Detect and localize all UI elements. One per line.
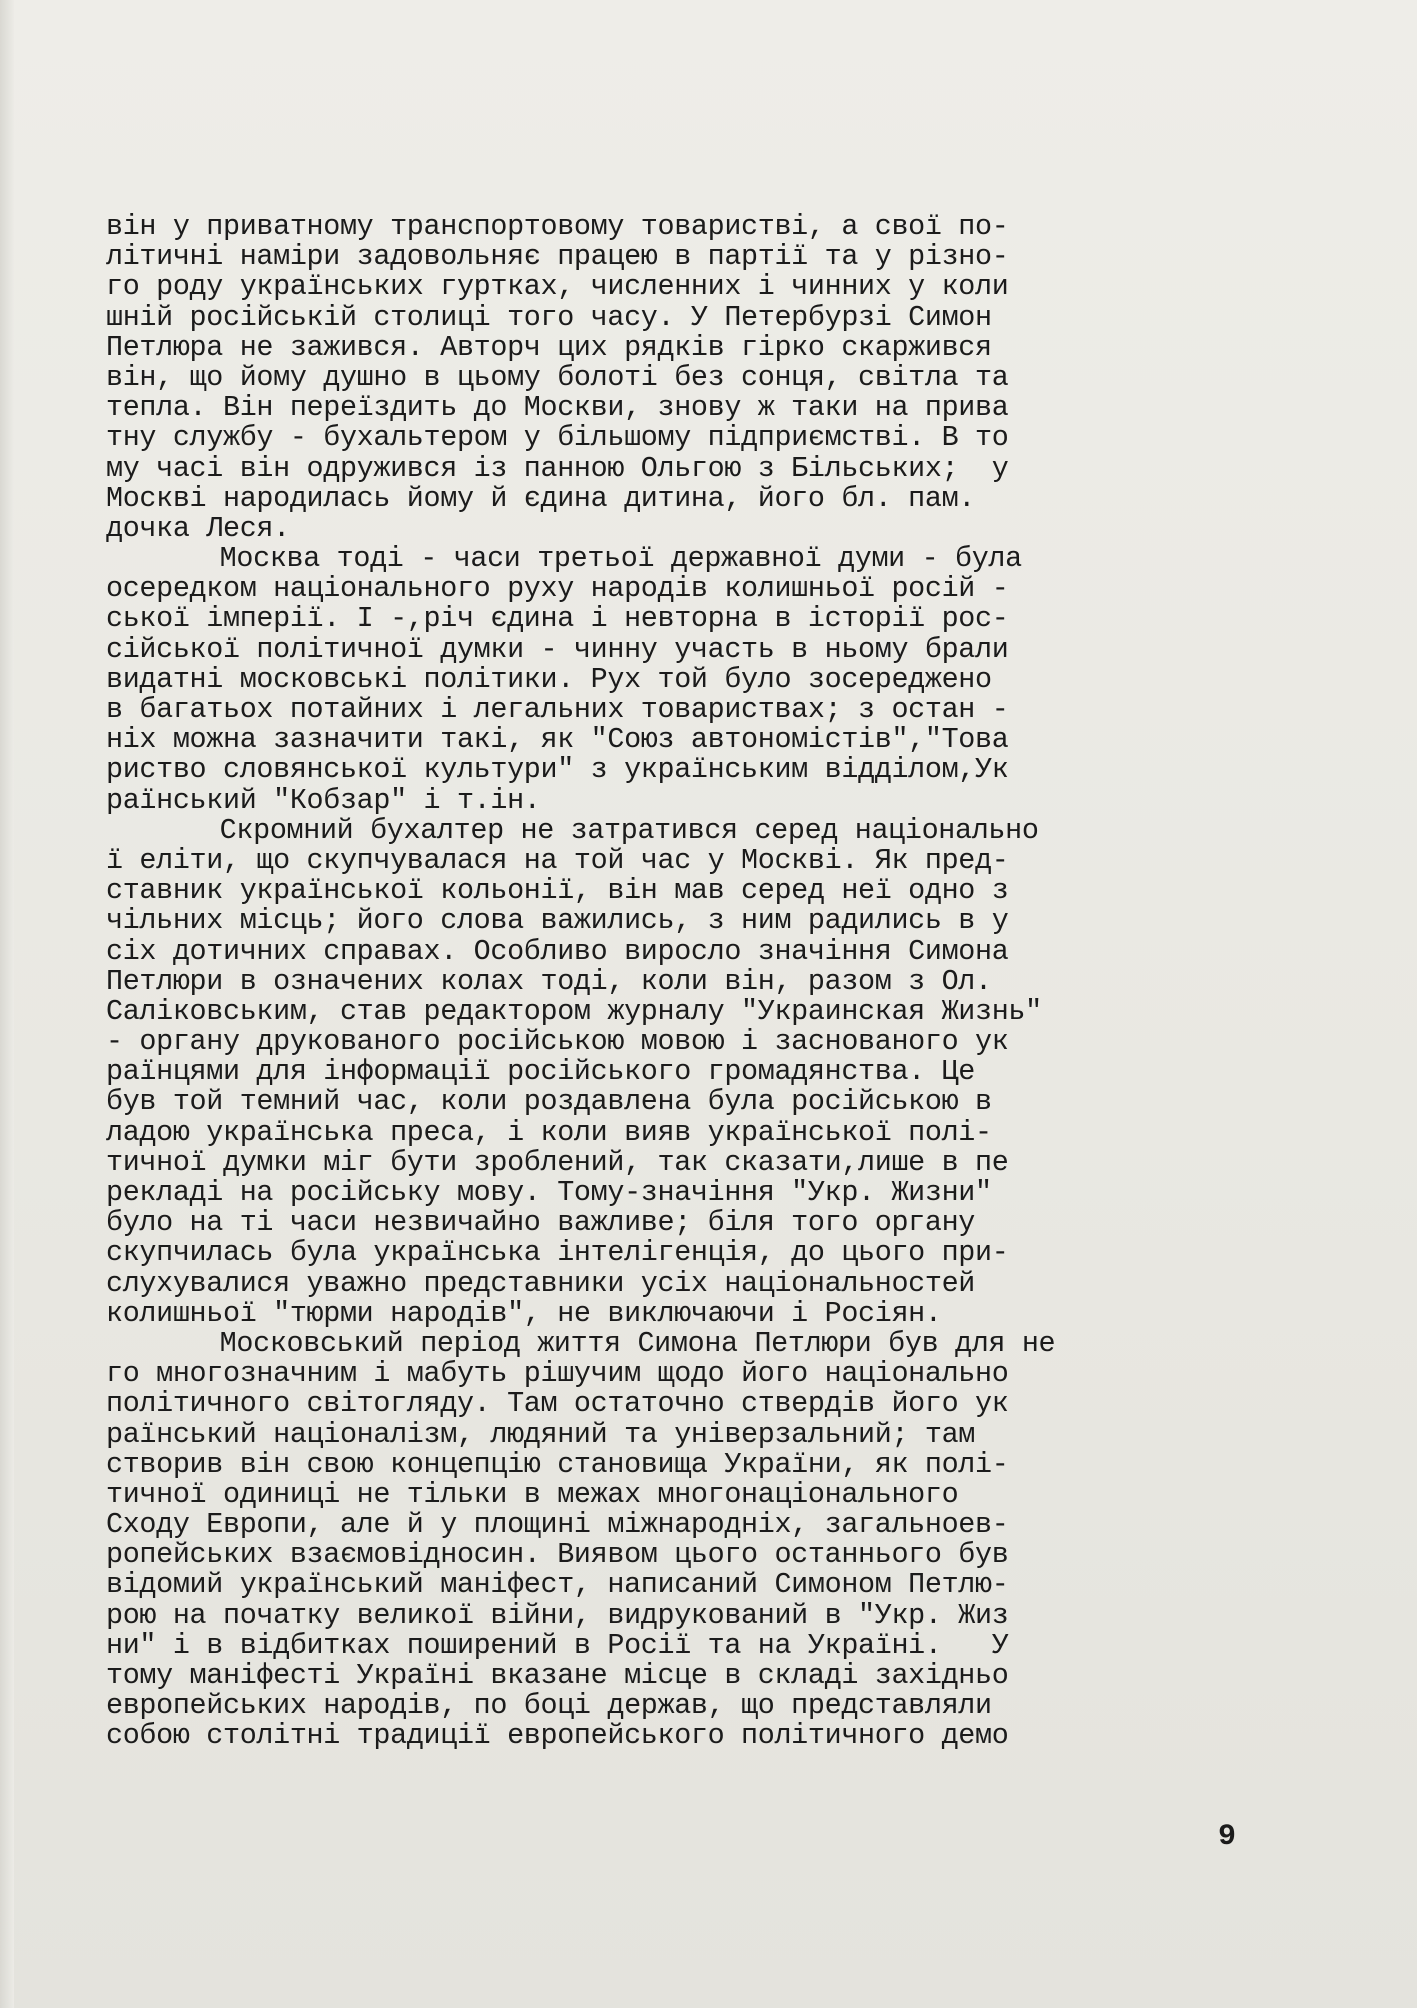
text-line: ставник української кольонії, він мав серед неї одно з <box>106 874 1009 908</box>
text-line: він у приватному транспортовому товаристві, а свої по- <box>106 210 1009 243</box>
text-line: Московський період життя Симона Петлюри був для не <box>219 1326 1056 1360</box>
paragraph <box>106 544 1256 816</box>
text-line: ни" і в відбитках поширений в Росії та на Україні. У <box>106 1628 1009 1662</box>
text-line: Сходу Европи, але й у площині міжнародніх, загальноев- <box>106 1508 1009 1542</box>
text-line: - органу друкованого російською мовою і заснованого ук <box>106 1025 1009 1059</box>
text-line: літичні наміри задовольняє працею в партії та у різно- <box>106 240 1009 274</box>
text-line: відомий український маніфест, написаний Симоном Петлю- <box>106 1568 1009 1602</box>
text-line: собою столітні традиції европейського політичного демо <box>106 1719 1009 1753</box>
text-line: колишньої "тюрми народів", не виключаючи і Росіян. <box>106 1296 942 1330</box>
text-line: ї еліти, що скупчувалася на той час у Москві. Як пред- <box>106 843 1009 877</box>
text-line: Москва тоді - часи третьої державної думи - була <box>219 542 1022 576</box>
paragraph <box>106 212 1256 544</box>
text-line: риство словянської культури" з українським відділом,Ук <box>106 753 1009 787</box>
text-line: в багатьох потайних і легальних товариствах; з остан - <box>106 693 1009 726</box>
text-line: тичної одиниці не тільки в межах многонаціонального <box>106 1477 959 1511</box>
text-line: осередком національного руху народів колишньої росій - <box>106 572 1009 606</box>
text-line: ніх можна зазначити такі, як "Союз автономістів","Това <box>106 723 1009 757</box>
text-line: тичної думки міг бути зроблений, так сказати,лише в пе <box>106 1145 1009 1179</box>
text-line: чільних місць; його слова важились, з ним радились в у <box>106 904 1009 938</box>
text-line: раїнський націоналізм, людяний та універзальний; там <box>106 1417 976 1451</box>
text-line: го роду українських гуртках, численних і чинних у коли <box>106 270 1009 304</box>
text-line: створив він свою концепцію становища України, як полі- <box>106 1447 1009 1481</box>
text-line: Саліковським, став редактором журналу "Украинская Жизнь" <box>106 994 1042 1028</box>
text-line: слухувалися уважно представники усіх національностей <box>106 1266 976 1300</box>
text-line: рекладі на російську мову. Тому-значіння "Укр. Жизни" <box>106 1176 992 1209</box>
text-line: тому маніфесті Україні вказане місце в складі західньо <box>106 1659 1009 1692</box>
text-line: го многозначним і мабуть рішучим щодо його національно <box>106 1357 1009 1391</box>
text-line: Петлюра не зажився. Авторч цих рядків гірко скаржився <box>106 330 992 364</box>
paragraph <box>106 1326 1256 1753</box>
text-line: рою на початку великої війни, видрукований в "Укр. Жиз <box>106 1598 1009 1632</box>
text-line: сіх дотичних справах. Особливо виросло значіння Симона <box>106 934 1009 968</box>
text-line: було на ті часи незвичайно важливе; біля того органу <box>106 1206 976 1240</box>
text-line: раїнцями для інформації російського громадянства. Це <box>106 1055 976 1089</box>
text-line: европейських народів, по боці держав, що представляли <box>106 1689 992 1723</box>
text-line: раїнський "Кобзар" і т.ін. <box>106 783 541 817</box>
text-line: Скромний бухалтер не затратився серед національно <box>219 813 1039 847</box>
text-line: був той темний час, коли роздавлена була російською в <box>106 1085 992 1119</box>
text-line: тепла. Він переїздить до Москви, знову ж таки на прива <box>106 391 1009 425</box>
page-edge-shadow <box>0 0 14 2008</box>
text-line: дочка Леся. <box>106 511 290 545</box>
text-line: шній російській столиці того часу. У Петербурзі Симон <box>106 300 992 334</box>
text-line: Москві народилась йому й єдина дитина, його бл. пам. <box>106 481 976 515</box>
text-line: скупчилась була українська інтелігенція, до цього при- <box>106 1236 1009 1270</box>
document-body-text <box>106 212 1256 1752</box>
text-line: ладою українська преса, і коли вияв української полі- <box>106 1115 992 1149</box>
text-line: сійської політичної думки - чинну участь в ньому брали <box>106 632 1009 666</box>
text-line: ської імперії. І -,річ єдина і невторна в історії рос- <box>106 602 1009 636</box>
text-line: тну службу - бухальтером у більшому підприємстві. В то <box>106 421 1009 455</box>
text-line: політичного світогляду. Там остаточно ствердів його ук <box>106 1387 1009 1421</box>
text-line: ропейських взаємовідносин. Виявом цього останнього був <box>106 1538 1009 1572</box>
text-line: видатні московські політики. Рух той було зосереджено <box>106 662 992 696</box>
text-line: Петлюри в означених колах тоді, коли він, разом з Ол. <box>106 964 992 998</box>
text-line: му часі він одружився із панною Ольгою з Більських; у <box>106 451 1009 485</box>
page-number: 9 <box>1218 1820 1237 1854</box>
paragraph <box>106 813 1256 1330</box>
text-line: він, що йому душно в цьому болоті без сонця, світла та <box>106 360 1009 394</box>
